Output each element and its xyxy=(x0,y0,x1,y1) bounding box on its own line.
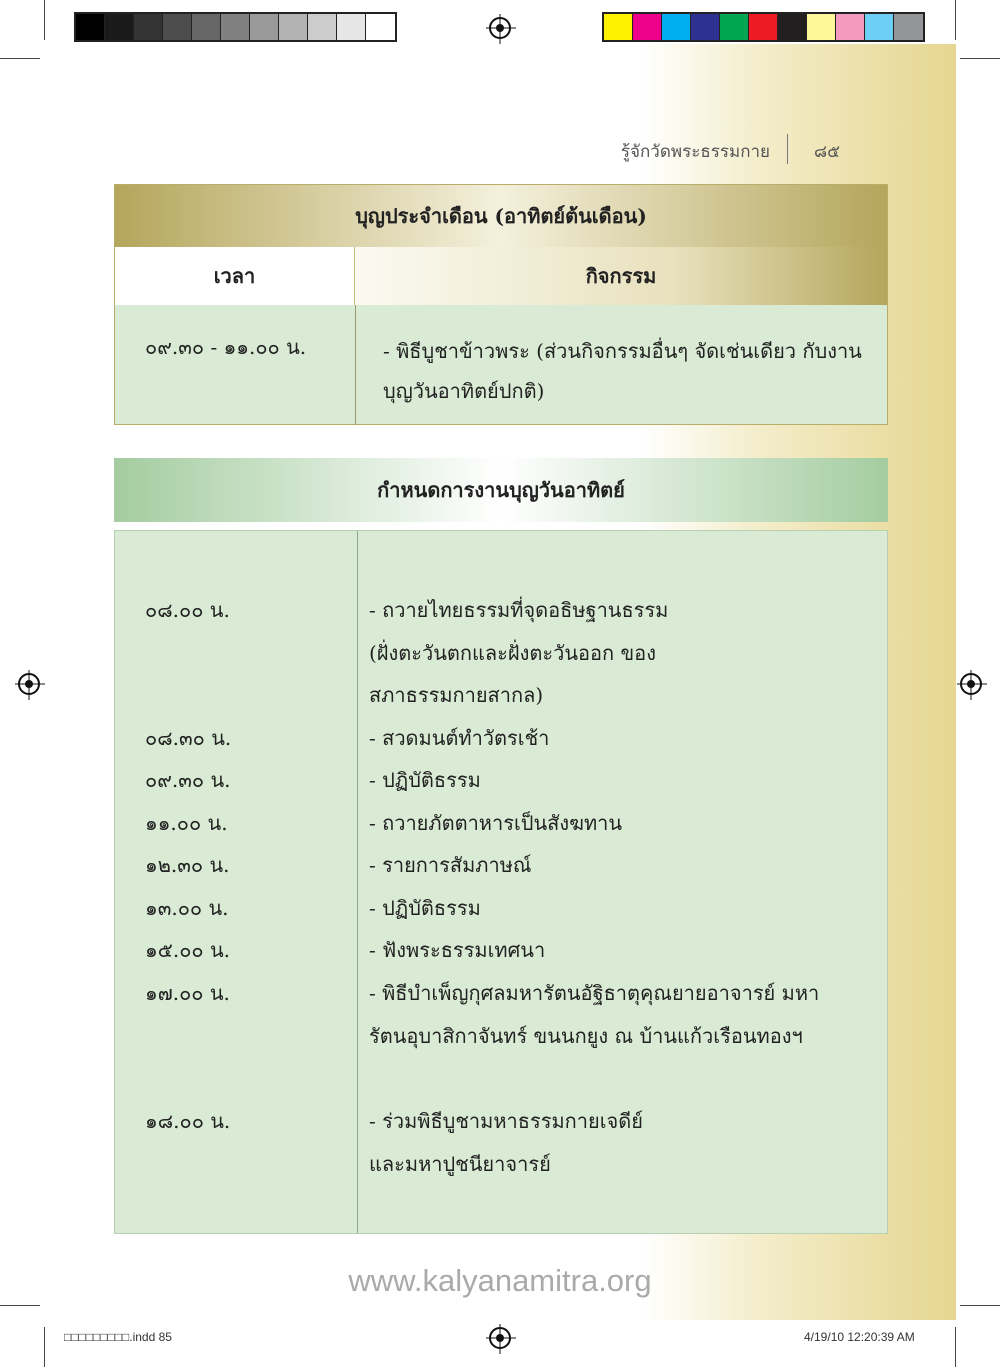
crop-mark xyxy=(0,1305,40,1306)
color-swatch xyxy=(894,14,923,40)
color-swatch xyxy=(76,14,105,40)
color-swatch xyxy=(778,14,807,40)
crop-mark xyxy=(44,0,45,40)
print-timestamp: 4/19/10 12:20:39 AM xyxy=(804,1330,915,1344)
monthly-merit-table-title: บุญประจำเดือน (อาทิตย์ต้นเดือน) xyxy=(115,185,887,247)
registration-mark-icon xyxy=(489,17,511,39)
file-slug: □□□□□□□□□.indd 85 xyxy=(64,1330,172,1344)
sunday-schedule-title: กำหนดการงานบุญวันอาทิตย์ xyxy=(114,458,888,522)
color-swatch xyxy=(865,14,894,40)
color-swatch xyxy=(691,14,720,40)
color-swatch xyxy=(250,14,279,40)
color-swatch xyxy=(163,14,192,40)
registration-mark-icon xyxy=(489,1327,511,1349)
row-time: ๑๗.๐๐ น. xyxy=(145,981,230,1005)
color-swatch xyxy=(720,14,749,40)
column-header-time: เวลา xyxy=(115,247,355,305)
color-swatch xyxy=(192,14,221,40)
color-swatch xyxy=(633,14,662,40)
crop-mark xyxy=(955,1327,956,1367)
row-activity: - รายการสัมภาษณ์ xyxy=(369,853,532,877)
monthly-merit-table xyxy=(114,184,888,425)
row-activity: - พิธีบูชาข้าวพระ (ส่วนกิจกรรมอื่นๆ จัดเช่นเดียว กับงานบุญวันอาทิตย์ปกติ) xyxy=(383,339,862,403)
color-swatch xyxy=(279,14,308,40)
crop-mark xyxy=(960,1305,1000,1306)
column-header-activity: กิจกรรม xyxy=(355,247,887,305)
row-time: ๐๘.๐๐ น. xyxy=(145,598,230,622)
website-url: www.kalyanamitra.org xyxy=(348,1263,652,1298)
crop-mark xyxy=(955,0,956,40)
color-swatch xyxy=(105,14,134,40)
running-head-divider xyxy=(787,134,788,164)
column-divider xyxy=(355,305,356,425)
color-swatch xyxy=(604,14,633,40)
row-activity: - ฟังพระธรรมเทศนา xyxy=(369,938,546,962)
row-time: ๑๑.๐๐ น. xyxy=(145,811,228,835)
cmyk-color-bar xyxy=(602,12,925,42)
row-activity: - พิธีบำเพ็ญกุศลมหารัตนอัฐิธาตุคุณยายอาจารย์ มหารัตนอุบาสิกาจันทร์ ขนนกยูง ณ บ้านแก้วเรือนทองฯ xyxy=(369,981,820,1048)
color-swatch xyxy=(749,14,778,40)
page-number: ๘๕ xyxy=(814,142,840,162)
running-head xyxy=(600,134,840,164)
row-activity: - ปฏิบัติธรรม xyxy=(369,768,481,792)
row-time: ๑๓.๐๐ น. xyxy=(145,896,229,920)
column-divider xyxy=(357,531,358,1233)
color-swatch xyxy=(836,14,865,40)
registration-mark-icon xyxy=(18,673,40,695)
row-activity: - ร่วมพิธีบูชามหาธรรมกายเจดีย์ และมหาปูชนียาจารย์ xyxy=(369,1109,643,1176)
crop-mark xyxy=(960,58,1000,59)
row-activity: - ถวายภัตตาหารเป็นสังฆทาน xyxy=(369,811,623,835)
color-swatch xyxy=(807,14,836,40)
row-activity: - สวดมนต์ทำวัตรเช้า xyxy=(369,726,550,750)
sunday-schedule-table xyxy=(114,530,888,1234)
color-swatch xyxy=(366,14,395,40)
row-time: ๑๕.๐๐ น. xyxy=(145,938,230,962)
color-swatch xyxy=(221,14,250,40)
running-head-title: รู้จักวัดพระธรรมกาย xyxy=(620,142,770,162)
color-swatch xyxy=(308,14,337,40)
crop-mark xyxy=(44,1327,45,1367)
row-time: ๐๘.๓๐ น. xyxy=(145,726,232,750)
row-activity: - ถวายไทยธรรมที่จุดอธิษฐานธรรม (ฝั่งตะวันตกและฝั่งตะวันออก ของสภาธรรมกายสากล) xyxy=(369,598,669,707)
color-swatch xyxy=(662,14,691,40)
crop-mark xyxy=(0,58,40,59)
color-swatch xyxy=(337,14,366,40)
row-time: ๐๙.๓๐ - ๑๑.๐๐ น. xyxy=(145,335,307,359)
grayscale-color-bar xyxy=(74,12,397,42)
row-time: ๐๙.๓๐ น. xyxy=(145,768,231,792)
row-time: ๑๒.๓๐ น. xyxy=(145,853,230,877)
row-activity: - ปฏิบัติธรรม xyxy=(369,896,481,920)
color-swatch xyxy=(134,14,163,40)
registration-mark-icon xyxy=(960,673,982,695)
row-time: ๑๘.๐๐ น. xyxy=(145,1109,231,1133)
